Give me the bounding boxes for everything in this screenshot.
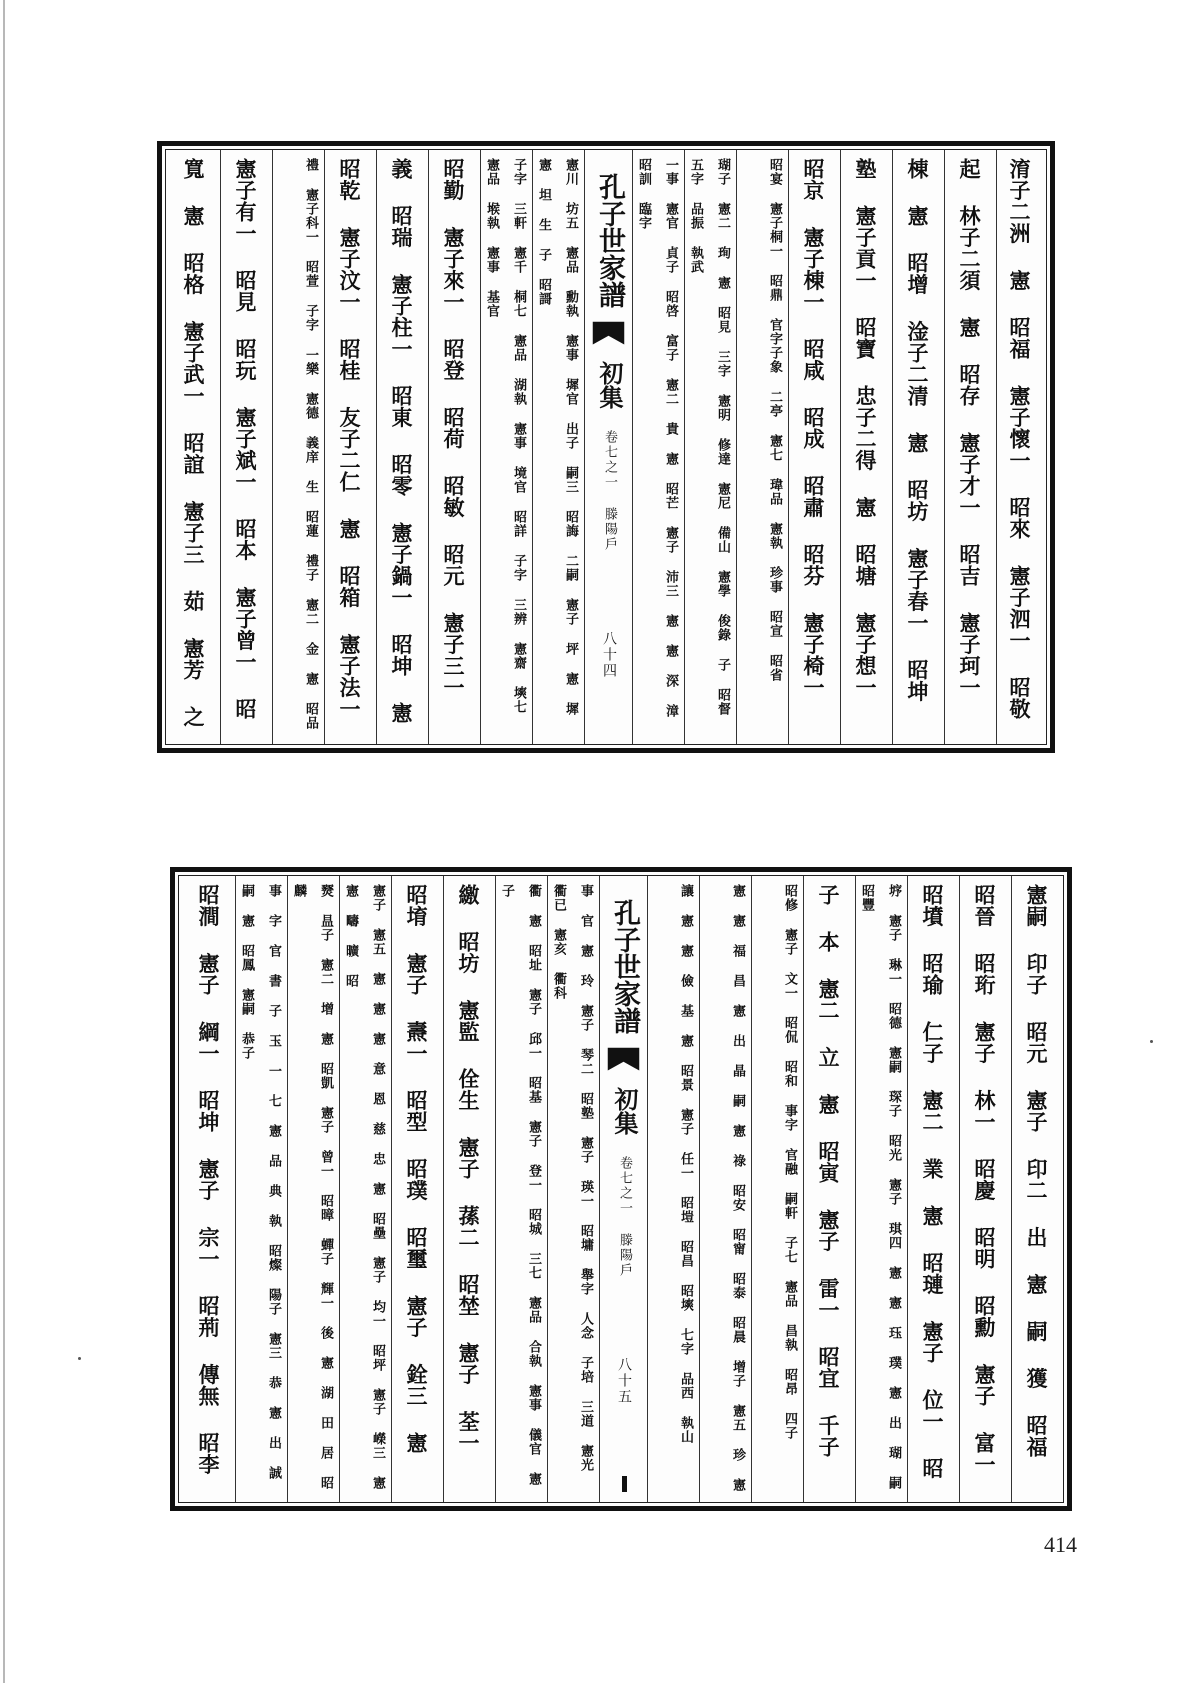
genealogy-entry: 憲嗣 印子 昭元 憲子 印二 出 憲 嗣 獲 昭福 <box>1024 884 1049 1458</box>
genealogy-entry: 昭晉 昭珩 憲子 林一 昭慶 昭明 昭勳 憲子 富一 <box>972 884 997 1475</box>
fish-tail-ornament <box>606 1046 641 1074</box>
genealogy-entry: 昭乾 憲子汶一 昭桂 友子二仁 憲 昭箱 憲子法一 <box>337 158 362 720</box>
genealogy-column <box>736 150 788 744</box>
genealogy-entry: 寬 憲 昭格 憲子武一 昭誼 憲子三 茹 憲芳 之 <box>181 158 206 728</box>
genealogy-column <box>443 876 495 1502</box>
genealogy-column <box>699 876 751 1502</box>
genealogy-column <box>788 150 840 744</box>
genealogy-entry: 憲子 憲五 憲 憲 憲 意 恩 慈 忠 憲 昭壘 憲子 均一 昭坪 憲子 嶸三 憲 憲 疇 曠 昭 <box>343 884 385 1490</box>
fold-line <box>622 1476 627 1492</box>
genealogy-column <box>959 876 1011 1502</box>
genealogy-column <box>235 876 287 1502</box>
genealogy-column <box>324 150 376 744</box>
genealogy-column <box>532 150 584 744</box>
genealogy-column <box>428 150 480 744</box>
book-title: 孔子世家譜 <box>594 172 625 308</box>
genealogy-column <box>339 876 391 1502</box>
genealogy-column <box>220 150 272 744</box>
genealogy-column <box>176 150 220 744</box>
genealogy-entry: 昭堉 憲子 燾一 昭型 昭璞 昭璽 憲子 銓三 憲 <box>404 884 429 1454</box>
genealogy-entry: 衢 憲 昭址 憲子 邱一 昭基 憲子 登一 昭城 三七 憲品 合執 憲事 儀官 憲子 <box>499 884 541 1486</box>
binding-edge <box>3 0 5 1683</box>
bottom-page-columns <box>178 875 1064 1503</box>
genealogy-column <box>803 876 855 1502</box>
genealogy-column <box>1011 876 1063 1502</box>
genealogy-entry: 昭勤 憲子來一 昭登 昭荷 昭敏 昭元 憲子三一 <box>441 158 466 698</box>
genealogy-entry: 憲 憲 福 昌 憲 出 晶 嗣 憲 祿 昭安 昭甯 昭泰 昭晨 增子 憲五 珍 憲 <box>730 884 745 1492</box>
scan-speck <box>1150 1040 1153 1043</box>
genealogy-column <box>996 150 1046 744</box>
genealogy-column <box>944 150 996 744</box>
genealogy-column <box>195 876 235 1502</box>
top-page-columns <box>165 149 1047 745</box>
genealogy-entry: 義 昭瑞 憲子柱一 昭東 昭零 憲子鍋一 昭坤 憲 <box>389 158 414 724</box>
genealogy-column <box>391 876 443 1502</box>
genealogy-entry: 事 字 官 書 子 玉 一 七 憲 品 典 執 昭燦 陽子 憲三 恭 憲 出 誠 嗣 憲 昭鳳 憲嗣 恭子 <box>239 884 281 1480</box>
genealogy-entry: 讓 憲 憲 儉 基 憲 昭景 憲子 任一 昭塏 昭昌 昭塽 七字 品西 執山 <box>678 884 693 1444</box>
fish-tail-ornament <box>591 320 626 348</box>
genealogy-entry: 昭澗 憲子 綱一 昭坤 憲子 宗一 昭荊 傳無 昭李 <box>196 884 221 1475</box>
top-page-panel <box>157 141 1055 753</box>
volume-label: 卷七之一 滕陽戶 <box>602 430 617 552</box>
page-number: 414 <box>1044 1532 1077 1557</box>
center-fold-column <box>584 150 632 744</box>
genealogy-entry: 昭宴 憲子桐一 昭鼎 官字子象 二亭 憲七 瑋品 憲執 珍事 昭宣 昭省 <box>767 158 782 682</box>
folio-number: 八十五 <box>616 1357 632 1405</box>
volume-label: 卷七之一 滕陽戶 <box>617 1156 632 1278</box>
genealogy-column <box>751 876 803 1502</box>
genealogy-column <box>632 150 684 744</box>
collection-label: 初集 <box>595 361 624 409</box>
genealogy-entry: 憲川 坊五 憲品 勳執 憲事 墀官 出子 嗣三 昭誨 二嗣 憲子 坪 憲 墀 憲 坦 生 子 昭謌 <box>536 158 578 716</box>
genealogy-column <box>684 150 736 744</box>
genealogy-column <box>495 876 547 1502</box>
genealogy-entry: 燹 昷子 憲二 增 憲 昭凱 憲子 曾一 昭暲 蟬子 輝一 後 憲 湖 田 居 昭麟 <box>291 884 333 1490</box>
genealogy-entry: 瑚子 憲二 珣 憲 昭見 三字 憲明 修達 憲尼 備山 憲學 俊錄 子 昭督 五字 品振 執武 <box>688 158 730 716</box>
genealogy-entry: 子字 三軒 憲千 桐七 憲品 湖執 憲事 境官 昭詳 子字 三辨 憲齋 塽七 憲品 堠執 憲事 基官 <box>484 158 526 714</box>
genealogy-column <box>647 876 699 1502</box>
genealogy-entry: 塾 憲子貢一 昭寶 忠子二得 憲 昭塘 憲子想一 <box>853 158 878 698</box>
book-title: 孔子世家譜 <box>609 898 640 1034</box>
genealogy-column <box>855 876 907 1502</box>
genealogy-column <box>480 150 532 744</box>
genealogy-entry: 昭京 憲子棟一 昭咸 昭成 昭肅 昭芬 憲子椅一 <box>801 158 826 698</box>
genealogy-entry: 一事 憲官 貞子 昭啓 富子 憲二 貴 憲 昭芒 憲子 沛三 憲 憲 深 漳 昭訓 臨字 <box>636 158 678 718</box>
genealogy-column <box>376 150 428 744</box>
genealogy-entry: 憲子有一 昭見 昭玩 憲子斌一 昭本 憲子曾一 昭 <box>233 158 258 720</box>
folio-number: 八十四 <box>601 631 617 679</box>
genealogy-column <box>840 150 892 744</box>
genealogy-entry: 子 本 憲二 立 憲 昭寅 憲子 雷一 昭宜 千子 <box>816 884 841 1458</box>
genealogy-entry: 垿 憲子 琳一 昭德 憲嗣 琛子 昭光 憲子 琪四 憲 憲 珏 璞 憲 出 瑚 嗣 昭豐 <box>859 884 901 1490</box>
genealogy-column <box>547 876 599 1502</box>
genealogy-entry: 昭修 憲子 文一 昭侃 昭和 事字 官融 嗣軒 子七 憲品 昌執 昭昂 四子 <box>782 884 797 1440</box>
bottom-page-panel <box>170 867 1072 1511</box>
genealogy-column <box>287 876 339 1502</box>
genealogy-column <box>272 150 324 744</box>
scan-speck <box>78 1357 81 1360</box>
collection-label: 初集 <box>610 1087 639 1135</box>
genealogy-entry: 棟 憲 昭增 淦子二清 憲 昭坊 憲子春一 昭坤 <box>905 158 930 702</box>
genealogy-column <box>907 876 959 1502</box>
genealogy-entry: 禮 憲子科一 昭萱 子字 一樂 憲德 義庠 生 昭蓮 禮子 憲二 金 憲 昭品 <box>303 158 318 730</box>
genealogy-entry: 昭墳 昭瑜 仁子 憲二 業 憲 昭璉 憲子 位一 昭 <box>920 884 945 1479</box>
genealogy-entry: 淯子二洲 憲 昭福 憲子懷一 昭來 憲子泗一 昭敬 <box>1007 158 1032 720</box>
genealogy-entry: 起 林子二須 憲 昭存 憲子才一 昭吉 憲子珂一 <box>957 158 982 698</box>
center-fold-column <box>599 876 647 1502</box>
genealogy-column <box>892 150 944 744</box>
genealogy-entry: 事 官 憲 玲 憲子 琴二 昭塾 憲子 瑛一 昭墉 舉字 人念 子培 三道 憲光 衢已 憲亥 衢科 <box>551 884 593 1472</box>
genealogy-entry: 繳 昭坊 憲監 佺生 憲子 蓀二 昭埜 憲子 荃一 <box>456 884 481 1454</box>
